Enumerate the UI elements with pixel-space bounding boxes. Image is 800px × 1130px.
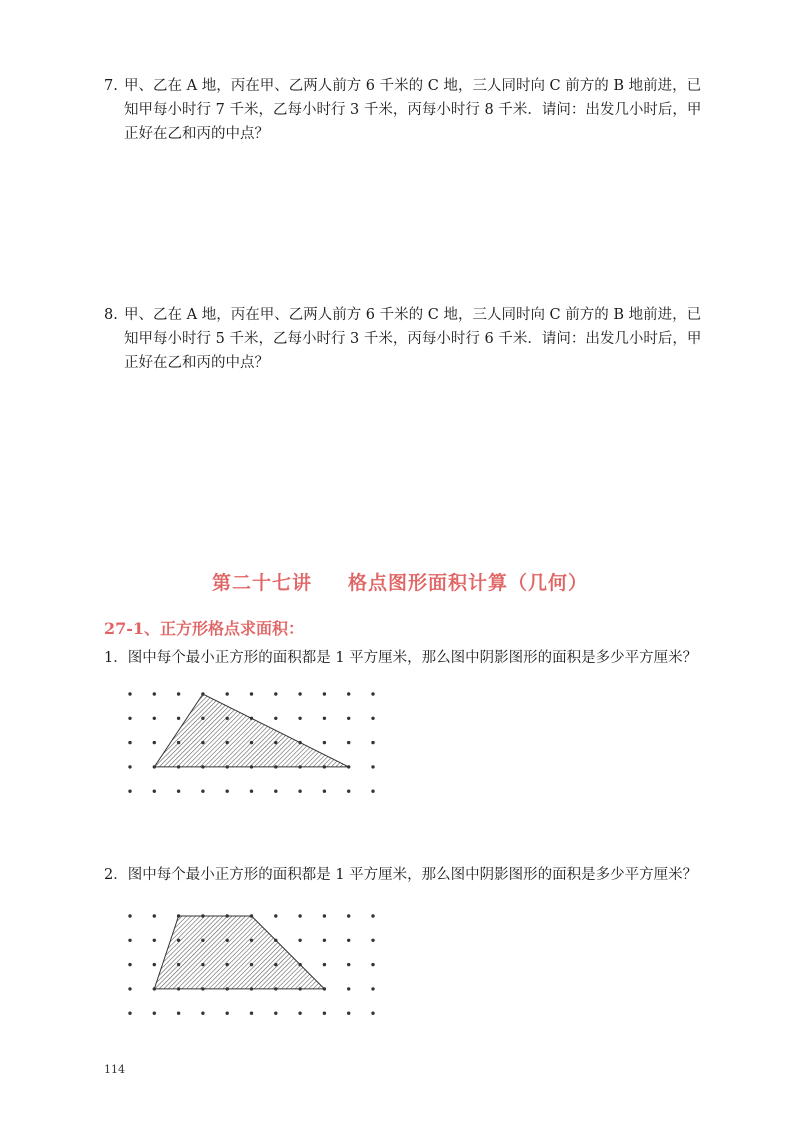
lattice-dot	[128, 963, 131, 966]
lattice-dot	[274, 939, 277, 942]
lattice-dot	[323, 741, 326, 744]
lattice-dot	[371, 765, 374, 768]
lattice-dot	[128, 914, 131, 917]
problem-line: 知甲每小时行 7 千米，乙每小时行 3 千米，丙每小时行 8 千米．请问：出发几小时后，甲	[124, 102, 702, 118]
lattice-dot	[298, 939, 301, 942]
lattice-dot	[323, 692, 326, 695]
lattice-dot	[274, 765, 277, 768]
lattice-dot	[250, 741, 253, 744]
lattice-dot	[347, 790, 350, 793]
lattice-dot	[250, 963, 253, 966]
lattice-dot	[274, 741, 277, 744]
lattice-dot	[274, 692, 277, 695]
lattice-dot	[323, 987, 326, 990]
lattice-dot	[250, 717, 253, 720]
problem-line: 正好在乙和丙的中点？	[124, 355, 269, 371]
lattice-dot	[347, 963, 350, 966]
lattice-dot	[298, 914, 301, 917]
lattice-dot	[250, 914, 253, 917]
lattice-dot	[298, 790, 301, 793]
lattice-dot	[250, 1012, 253, 1015]
lattice-dot	[153, 692, 156, 695]
lattice-dot	[201, 790, 204, 793]
problem-line: 正好在乙和丙的中点？	[124, 126, 269, 142]
lattice-dot	[128, 987, 131, 990]
lattice-dot	[201, 914, 204, 917]
question-1: 1．图中每个最小正方形的面积都是 1 平方厘米，那么图中阴影图形的面积是多少平方厘米？	[104, 650, 698, 666]
lattice-dot	[128, 939, 131, 942]
lattice-dot	[153, 790, 156, 793]
lattice-dot	[177, 939, 180, 942]
lattice-dot	[201, 1012, 204, 1015]
lattice-dot	[371, 914, 374, 917]
lattice-dot	[274, 963, 277, 966]
lattice-dot	[347, 741, 350, 744]
lattice-dot	[298, 1012, 301, 1015]
page-number: 114	[104, 1063, 125, 1076]
problem-line: 甲、乙在 A 地，丙在甲、乙两人前方 6 千米的 C 地，三人同时向 C 前方的 B 地前进，已	[124, 78, 702, 94]
lattice-dot	[226, 914, 229, 917]
shaded-triangle	[154, 694, 348, 767]
lattice-dot	[323, 717, 326, 720]
lattice-dot	[347, 692, 350, 695]
lattice-dot	[274, 1012, 277, 1015]
lattice-dot	[153, 741, 156, 744]
lattice-dot	[298, 963, 301, 966]
lattice-dot	[347, 1012, 350, 1015]
lattice-dot	[250, 939, 253, 942]
question-2: 2．图中每个最小正方形的面积都是 1 平方厘米，那么图中阴影图形的面积是多少平方厘米？	[104, 867, 698, 883]
lattice-dot	[371, 741, 374, 744]
lattice-dot	[250, 790, 253, 793]
lattice-dot	[274, 987, 277, 990]
lattice-dot	[201, 741, 204, 744]
lattice-dot	[323, 939, 326, 942]
lattice-dot	[201, 692, 204, 695]
lattice-dot	[128, 1012, 131, 1015]
lattice-dot	[226, 987, 229, 990]
lattice-dot	[177, 741, 180, 744]
lattice-dot	[323, 790, 326, 793]
lattice-dot	[298, 692, 301, 695]
lattice-dot	[226, 1012, 229, 1015]
lattice-dot	[371, 1012, 374, 1015]
lattice-dot	[323, 963, 326, 966]
lattice-dot	[153, 987, 156, 990]
lattice-dot	[153, 1012, 156, 1015]
lattice-dot	[177, 963, 180, 966]
lattice-dot	[153, 914, 156, 917]
problem-8	[104, 303, 728, 375]
lattice-dot	[201, 963, 204, 966]
lecture-topic: 格点图形面积计算（几何）	[348, 572, 589, 594]
lattice-dot	[323, 1012, 326, 1015]
lattice-dot	[201, 717, 204, 720]
lattice-dot	[177, 987, 180, 990]
lattice-dot	[128, 717, 131, 720]
lattice-dot	[298, 987, 301, 990]
lattice-dot	[177, 692, 180, 695]
lattice-dot	[250, 765, 253, 768]
lattice-dot	[371, 717, 374, 720]
lattice-dot	[323, 765, 326, 768]
lattice-figure-trapezoid	[124, 906, 384, 1022]
lattice-dot	[201, 939, 204, 942]
lattice-dot	[226, 717, 229, 720]
lattice-dot	[201, 765, 204, 768]
lattice-dot	[153, 963, 156, 966]
lattice-dot	[347, 717, 350, 720]
lattice-dot	[250, 987, 253, 990]
lattice-dot	[226, 741, 229, 744]
problem-line: 知甲每小时行 5 千米，乙每小时行 3 千米，丙每小时行 6 千米．请问：出发几小时后，甲	[124, 331, 702, 347]
lecture-title	[0, 568, 800, 595]
lattice-dot	[226, 692, 229, 695]
lattice-dot	[347, 765, 350, 768]
lattice-figure-triangle	[124, 684, 384, 800]
lattice-dot	[153, 939, 156, 942]
lattice-dot	[128, 692, 131, 695]
lattice-dot	[371, 987, 374, 990]
lattice-dot	[177, 1012, 180, 1015]
section-title: 27-1、正方形格点求面积：	[104, 619, 305, 638]
lattice-dot	[371, 790, 374, 793]
lattice-dot	[226, 790, 229, 793]
lattice-dot	[153, 765, 156, 768]
lattice-dot	[177, 790, 180, 793]
lattice-dot	[371, 939, 374, 942]
lattice-dot	[226, 963, 229, 966]
shaded-trapezoid	[154, 916, 324, 989]
lattice-dot	[323, 914, 326, 917]
problem-number: 8.	[104, 307, 118, 323]
lattice-dot	[347, 914, 350, 917]
lattice-dot	[177, 717, 180, 720]
lattice-dot	[177, 914, 180, 917]
lattice-dot	[298, 717, 301, 720]
lattice-dot	[274, 790, 277, 793]
lecture-number: 第二十七讲	[211, 572, 312, 594]
lattice-dot	[128, 765, 131, 768]
lattice-dot	[250, 692, 253, 695]
problem-7	[104, 74, 728, 146]
lattice-dot	[274, 914, 277, 917]
lattice-dot	[153, 717, 156, 720]
lattice-dot	[274, 717, 277, 720]
lattice-dot	[298, 765, 301, 768]
lattice-dot	[201, 987, 204, 990]
lattice-dot	[226, 939, 229, 942]
lattice-dot	[347, 987, 350, 990]
lattice-dot	[177, 765, 180, 768]
lattice-dot	[347, 939, 350, 942]
lattice-dot	[298, 741, 301, 744]
lattice-dot	[371, 692, 374, 695]
lattice-dot	[128, 790, 131, 793]
lattice-dot	[371, 963, 374, 966]
lattice-dot	[226, 765, 229, 768]
problem-number: 7.	[104, 78, 118, 94]
problem-line: 甲、乙在 A 地，丙在甲、乙两人前方 6 千米的 C 地，三人同时向 C 前方的 B 地前进，已	[124, 307, 702, 323]
lattice-dot	[128, 741, 131, 744]
